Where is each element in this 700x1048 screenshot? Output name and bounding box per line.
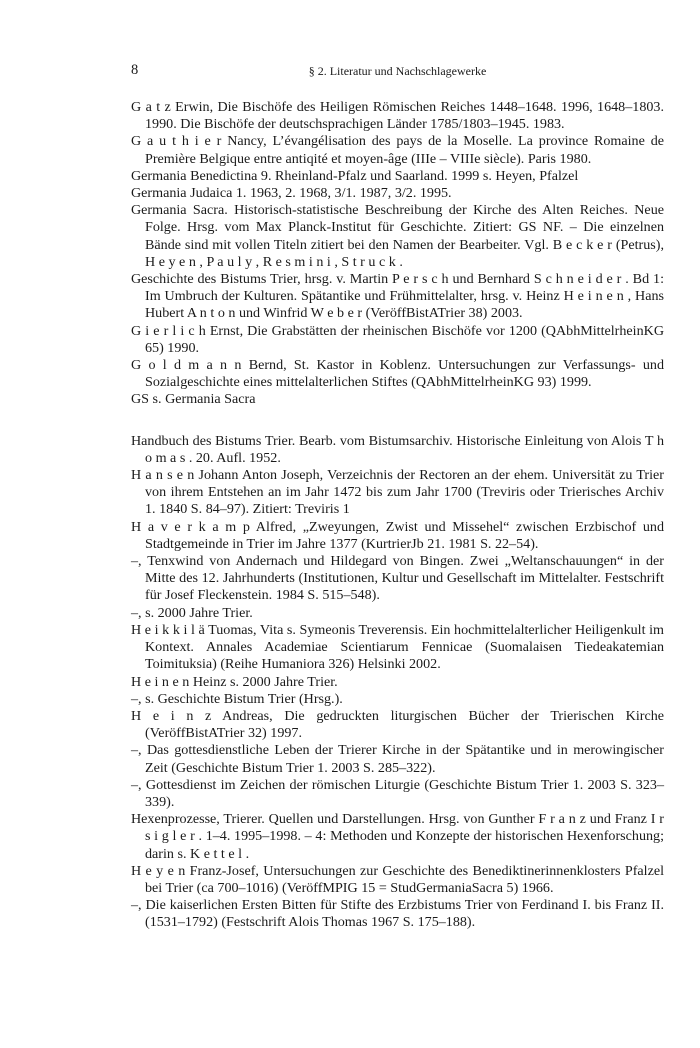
running-head — [131, 62, 664, 82]
bibliography-entry-germania-benedictina: Germania Benedictina 9. Rheinland-Pfalz und Saarland. 1999 s. Heyen, Pfalzel — [131, 167, 579, 184]
bibliography-entry-geschichte-bistum-trier: Geschichte des Bistums Trier, hrsg. v. Martin P e r s c h und Bernhard S c h n e i d e r . Bd 1: Im Umbruch der Kulturen. Spätantike und Frühmittelalter, hrsg. v. Heinz H e i n e n , Hans Hubert A n t o n und Winfrid W e b e r (VeröffBistATrier 38) 2003. — [131, 271, 664, 322]
bibliography-entry-heinen: H e i n e n Heinz s. 2000 Jahre Trier. — [131, 673, 338, 690]
bibliography-entry-heinz-liturgie: –, Gottesdienst im Zeichen der römischen Liturgie (Geschichte Bistum Trier 1. 2003 S. 323–339). — [131, 776, 664, 810]
bibliography-entry-germania-sacra: Germania Sacra. Historisch-statistische Beschreibung der Kirche des Alten Reiches. Neue Folge. Hrsg. vom Max Planck-Institut für Geschichte. Zitiert: GS NF. – Die einzelnen Bände sind mit vollen Titeln zitiert bei den Namen der Bearbeiter. Vgl. B e c k e r (Petrus), H e y e n , P a u l y , R e s m i n i , S t r u c k . — [131, 202, 664, 270]
bibliography-entry-haverkamp-trier: –, s. 2000 Jahre Trier. — [131, 604, 253, 621]
bibliography-list — [131, 99, 664, 932]
bibliography-entry-heinen-geschichte: –, s. Geschichte Bistum Trier (Hrsg.). — [131, 690, 343, 707]
bibliography-entry-gierlich: G i e r l i c h Ernst, Die Grabstätten der rheinischen Bischöfe vor 1200 (QAbhMittelrheinKG 65) 1990. — [131, 322, 664, 356]
bibliography-entry-gatz: G a t z Erwin, Die Bischöfe des Heiligen Römischen Reiches 1448–1648. 1996, 1648–1803. 1990. Die Bischöfe der deutschsprachigen Länder 1785/1803–1945. 1983. — [131, 99, 664, 133]
bibliography-entry-haverkamp-tenxwind: –, Tenxwind von Andernach und Hildegard von Bingen. Zwei „Weltanschauungen“ in der Mitte des 12. Jahrhunderts (Institutionen, Kultur und Gesellschaft im Mittelalter. Festschrift für Josef Fleckenstein. 1984 S. 515–548). — [131, 553, 664, 604]
book-page — [131, 62, 664, 932]
section-gap — [131, 409, 664, 433]
bibliography-entry-gs: GS s. Germania Sacra — [131, 391, 256, 408]
bibliography-entry-germania-judaica: Germania Judaica 1. 1963, 2. 1968, 3/1. 1987, 3/2. 1995. — [131, 185, 452, 202]
section-title: § 2. Literatur und Nachschlagewerke — [308, 64, 487, 78]
bibliography-entry-handbuch: Handbuch des Bistums Trier. Bearb. vom Bistumsarchiv. Historische Einleitung von Alois T h o m a s . 20. Aufl. 1952. — [131, 432, 664, 466]
bibliography-entry-gauthier: G a u t h i e r Nancy, L’évangélisation des pays de la Moselle. La province Romaine de Première Belgique entre antiqité et moyen-âge (IIIe – VIIIe siècle). Paris 1980. — [131, 133, 664, 167]
bibliography-entry-heikkila: H e i k k i l ä Tuomas, Vita s. Symeonis Treverensis. Ein hochmittelalterlicher Heiligenkult im Kontext. Annales Academiae Scientiarum Fennicae (Suomalaisen Tiedeakatemian Toimituksia) (Reihe Humaniora 326) Helsinki 2002. — [131, 621, 664, 673]
page-number: 8 — [131, 62, 139, 78]
bibliography-entry-heyen: H e y e n Franz-Josef, Untersuchungen zur Geschichte des Benediktinerinnenklosters Pfalzel bei Trier (ca 700–1016) (VeröffMPIG 15 = StudGermaniaSacra 5) 1966. — [131, 862, 664, 896]
bibliography-entry-heinz-gottesdienst-leben: –, Das gottesdienstliche Leben der Trierer Kirche in der Spätantike und in merowingischer Zeit (Geschichte Bistum Trier 1. 2003 S. 285–322). — [131, 742, 664, 776]
bibliography-entry-heyen-bitten: –, Die kaiserlichen Ersten Bitten für Stifte des Erzbistums Trier von Ferdinand I. bis Franz II. (1531–1792) (Festschrift Alois Thomas 1967 S. 175–188). — [131, 897, 664, 931]
bibliography-entry-hansen: H a n s e n Johann Anton Joseph, Verzeichnis der Rectoren an der ehem. Universität zu Trier von ihrem Entstehen an im Jahr 1472 bis zum Jahr 1700 (Treviris oder Trierisches Archiv 1. 1840 S. 84–97). Zitiert: Treviris 1 — [131, 467, 664, 518]
bibliography-entry-haverkamp: H a v e r k a m p Alfred, „Zweyungen, Zwist und Missehel“ zwischen Erzbischof und Stadtgemeinde in Trier im Jahre 1377 (KurtrierJb 21. 1981 S. 22–54). — [131, 518, 664, 552]
bibliography-entry-heinz: H e i n z Andreas, Die gedruckten liturgischen Bücher der Trierischen Kirche (VeröffBistATrier 32) 1997. — [131, 707, 664, 742]
bibliography-entry-goldmann: G o l d m a n n Bernd, St. Kastor in Koblenz. Untersuchungen zur Verfassungs- und Sozialgeschichte eines mittelalterlichen Stiftes (QAbhMittelrheinKG 93) 1999. — [131, 357, 664, 391]
bibliography-entry-hexenprozesse: Hexenprozesse, Trierer. Quellen und Darstellungen. Hrsg. von Gunther F r a n z und Franz I r s i g l e r . 1–4. 1995–1998. – 4: Methoden und Konzepte der historischen Hexenforschung; darin s. K e t t e l . — [131, 811, 664, 862]
